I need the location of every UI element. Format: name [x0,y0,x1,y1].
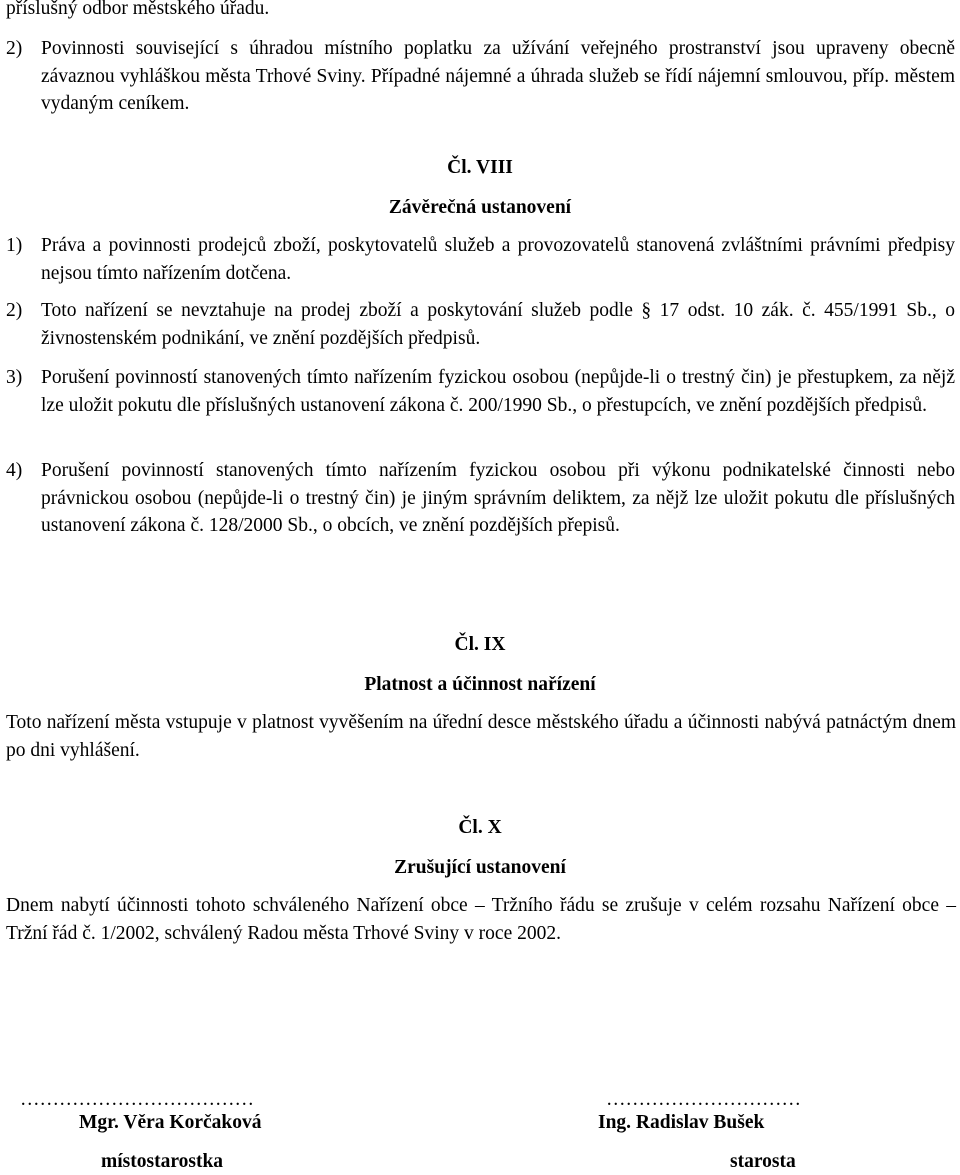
paragraph-number: 3) [6,367,23,388]
paragraph-text: Práva a povinnosti prodejců zboží, poskytovatelů služeb a provozovatelů stanovená zvláštními právními předpisy nejsou tímto nařízením dotčena. [41,235,955,284]
signature-line-right: ………………………… [606,1089,801,1110]
paragraph-number: 2) [6,38,23,59]
paragraph-number: 1) [6,235,23,256]
article-title-x: Zrušující ustanovení [394,857,566,878]
signatory-name-left: Mgr. Věra Korčaková [79,1112,262,1133]
paragraph-text: Toto nařízení města vstupuje v platnost vyvěšením na úřední desce městského úřadu a účinnosti nabývá patnáctým dnem po dni vyhlášení. [6,712,956,761]
paragraph-number: 4) [6,460,23,481]
paragraph-text: Dnem nabytí účinnosti tohoto schváleného Nařízení obce – Tržního řádu se zrušuje v celém rozsahu Nařízení obce – Tržní řád č. 1/2002, schválený Radou města Trhové Sviny v roce 2002. [6,895,956,944]
paragraph-text: Porušení povinností stanovených tímto nařízením fyzickou osobou (nepůjde-li o trestný čin) je přestupkem, za nějž lze uložit pokutu dle příslušných ustanovení zákona č. 200/1990 Sb., o přestupcích, ve znění pozdějších předpisů. [41,367,955,416]
signatory-role-right: starosta [730,1151,796,1172]
signatory-name-right: Ing. Radislav Bušek [598,1112,765,1133]
continuation-line: příslušný odbor městského úřadu. [6,0,270,19]
signatory-role-left: místostarostka [101,1151,224,1172]
article-title-ix: Platnost a účinnost nařízení [364,674,596,695]
article-heading-ix: Čl. IX [454,634,506,655]
article-title-viii: Závěrečná ustanovení [388,197,572,218]
paragraph-number: 2) [6,300,23,321]
signature-line-left: ……………………………… [20,1089,254,1110]
paragraph-text: Toto nařízení se nevztahuje na prodej zboží a poskytování služeb podle § 17 odst. 10 zák. č. 455/1991 Sb., o živnostenském podnikání, ve znění pozdějších předpisů. [41,300,955,349]
paragraph-text: Povinnosti související s úhradou místního poplatku za užívání veřejného prostranství jsou upraveny obecně závaznou vyhláškou města Trhové Sviny. Případné nájemné a úhrada služeb se řídí nájemní smlouvou, příp. městem vydaným ceníkem. [41,38,955,114]
article-heading-x: Čl. X [458,817,502,838]
paragraph-text: Porušení povinností stanovených tímto nařízením fyzickou osobou při výkonu podnikatelské činnosti nebo právnickou osobou (nepůjde-li o trestný čin) je jiným správním deliktem, za nějž lze uložit pokutu dle příslušných ustanovení zákona č. 128/2000 Sb., o obcích, ve znění pozdějších přepisů. [41,460,955,536]
article-heading-viii: Čl. VIII [447,157,513,178]
